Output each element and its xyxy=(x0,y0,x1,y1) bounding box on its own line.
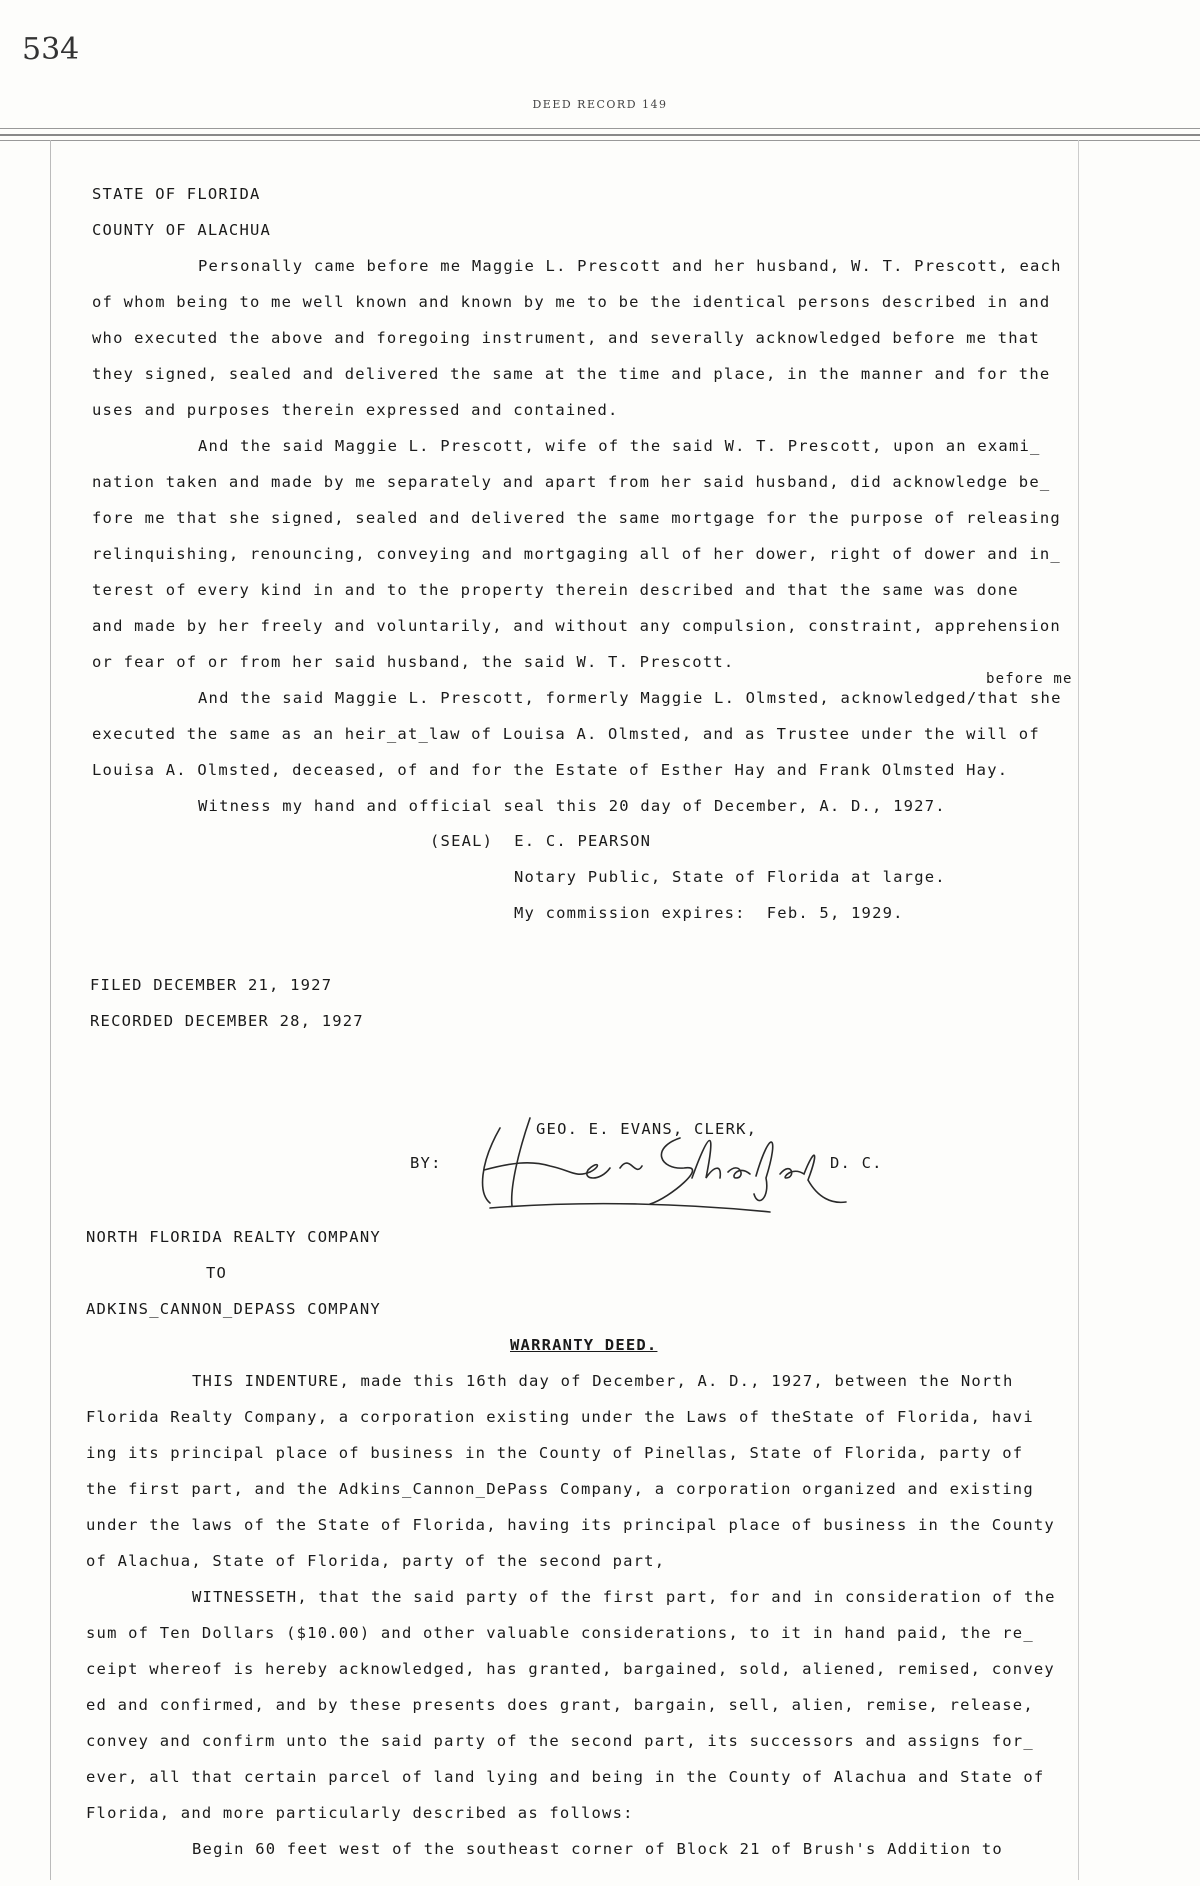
deed-title: WARRANTY DEED. xyxy=(510,1336,658,1354)
book-header: DEED RECORD 149 xyxy=(532,98,668,111)
deed-para1-line: Florida Realty Company, a corporation existing under the Laws of theState of Florida, havi xyxy=(86,1408,1034,1426)
state-heading: STATE OF FLORIDA xyxy=(92,185,261,203)
ack-para3-line: And the said Maggie L. Prescott, formerly Maggie L. Olmsted, acknowledged/that she xyxy=(198,689,1062,707)
deed-para3-line: Begin 60 feet west of the southeast corner of Block 21 of Brush's Addition to xyxy=(192,1840,1003,1858)
county-heading: COUNTY OF ALACHUA xyxy=(92,221,272,239)
commission-line: My commission expires: Feb. 5, 1929. xyxy=(514,904,904,922)
ack-para2-line: And the said Maggie L. Prescott, wife of the said W. T. Prescott, upon an exami_ xyxy=(198,437,1041,455)
ack-para2-line: relinquishing, renouncing, conveying and mortgaging all of her dower, right of dower and in_ xyxy=(92,545,1061,563)
clerk-name: GEO. E. EVANS, CLERK, xyxy=(536,1120,758,1138)
dc-label: D. C. xyxy=(830,1154,883,1172)
ack-para2-line: or fear of or from her said husband, the said W. T. Prescott. xyxy=(92,653,735,671)
deed-para2-line: sum of Ten Dollars ($10.00) and other valuable considerations, to it in hand paid, the re_ xyxy=(86,1624,1034,1642)
grantee-name: ADKINS_CANNON_DEPASS COMPANY xyxy=(86,1300,381,1318)
page-number: 534 xyxy=(22,32,80,67)
ack-para2-line: and made by her freely and voluntarily, and without any compulsion, constraint, apprehension xyxy=(92,617,1061,635)
ack-para3-line: Louisa A. Olmsted, deceased, of and for the Estate of Esther Hay and Frank Olmsted Hay. xyxy=(92,761,1009,779)
deed-para2-line: ever, all that certain parcel of land lying and being in the County of Alachua and State of xyxy=(86,1768,1045,1786)
signature-text: Helen Schaefer xyxy=(470,1108,479,1109)
deed-para1-line: ing its principal place of business in the County of Pinellas, State of Florida, party of xyxy=(86,1444,1024,1462)
recorded-date: RECORDED DECEMBER 28, 1927 xyxy=(90,1012,364,1030)
interlinear-insert: before me xyxy=(986,671,1073,687)
deed-para1-line: under the laws of the State of Florida, having its principal place of business in the County xyxy=(86,1516,1055,1534)
deed-para2-line: ceipt whereof is hereby acknowledged, has granted, bargained, sold, aliened, remised, convey xyxy=(86,1660,1055,1678)
ack-para2-line: nation taken and made by me separately and apart from her said husband, did acknowledge be_ xyxy=(92,473,1051,491)
deed-para1-line: the first part, and the Adkins_Cannon_DePass Company, a corporation organized and existing xyxy=(86,1480,1034,1498)
witness-line: Witness my hand and official seal this 20 day of December, A. D., 1927. xyxy=(198,797,946,815)
ack-para1-line: who executed the above and foregoing instrument, and severally acknowledged before me that xyxy=(92,329,1040,347)
ack-para3-line: executed the same as an heir_at_law of Louisa A. Olmsted, and as Trustee under the will of xyxy=(92,725,1040,743)
seal-line: (SEAL) E. C. PEARSON xyxy=(430,832,652,850)
ack-para1-line: they signed, sealed and delivered the same at the time and place, in the manner and for the xyxy=(92,365,1051,383)
deed-para2-line: ed and confirmed, and by these presents does grant, bargain, sell, alien, remise, release, xyxy=(86,1696,1034,1714)
ack-para1-line: Personally came before me Maggie L. Prescott and her husband, W. T. Prescott, each xyxy=(198,257,1062,275)
filed-date: FILED DECEMBER 21, 1927 xyxy=(90,976,333,994)
notary-line: Notary Public, State of Florida at large. xyxy=(514,868,946,886)
deed-para2-line: convey and confirm unto the said party of the second part, its successors and assigns for_ xyxy=(86,1732,1034,1750)
deed-para2-line: WITNESSETH, that the said party of the first part, for and in consideration of the xyxy=(192,1588,1056,1606)
deed-para1-line: THIS INDENTURE, made this 16th day of December, A. D., 1927, between the North xyxy=(192,1372,1014,1390)
to-label: TO xyxy=(206,1264,228,1282)
ack-para2-line: fore me that she signed, sealed and delivered the same mortgage for the purpose of releasing xyxy=(92,509,1061,527)
ack-para2-line: terest of every kind in and to the property therein described and that the same was done xyxy=(92,581,1019,599)
ack-para1-line: of whom being to me well known and known by me to be the identical persons described in and xyxy=(92,293,1051,311)
grantor-name: NORTH FLORIDA REALTY COMPANY xyxy=(86,1228,381,1246)
by-label: BY: xyxy=(410,1154,442,1172)
ack-para1-line: uses and purposes therein expressed and contained. xyxy=(92,401,619,419)
deed-para2-line: Florida, and more particularly described as follows: xyxy=(86,1804,634,1822)
clerk-signature xyxy=(470,1108,850,1218)
deed-para1-line: of Alachua, State of Florida, party of the second part, xyxy=(86,1552,666,1570)
